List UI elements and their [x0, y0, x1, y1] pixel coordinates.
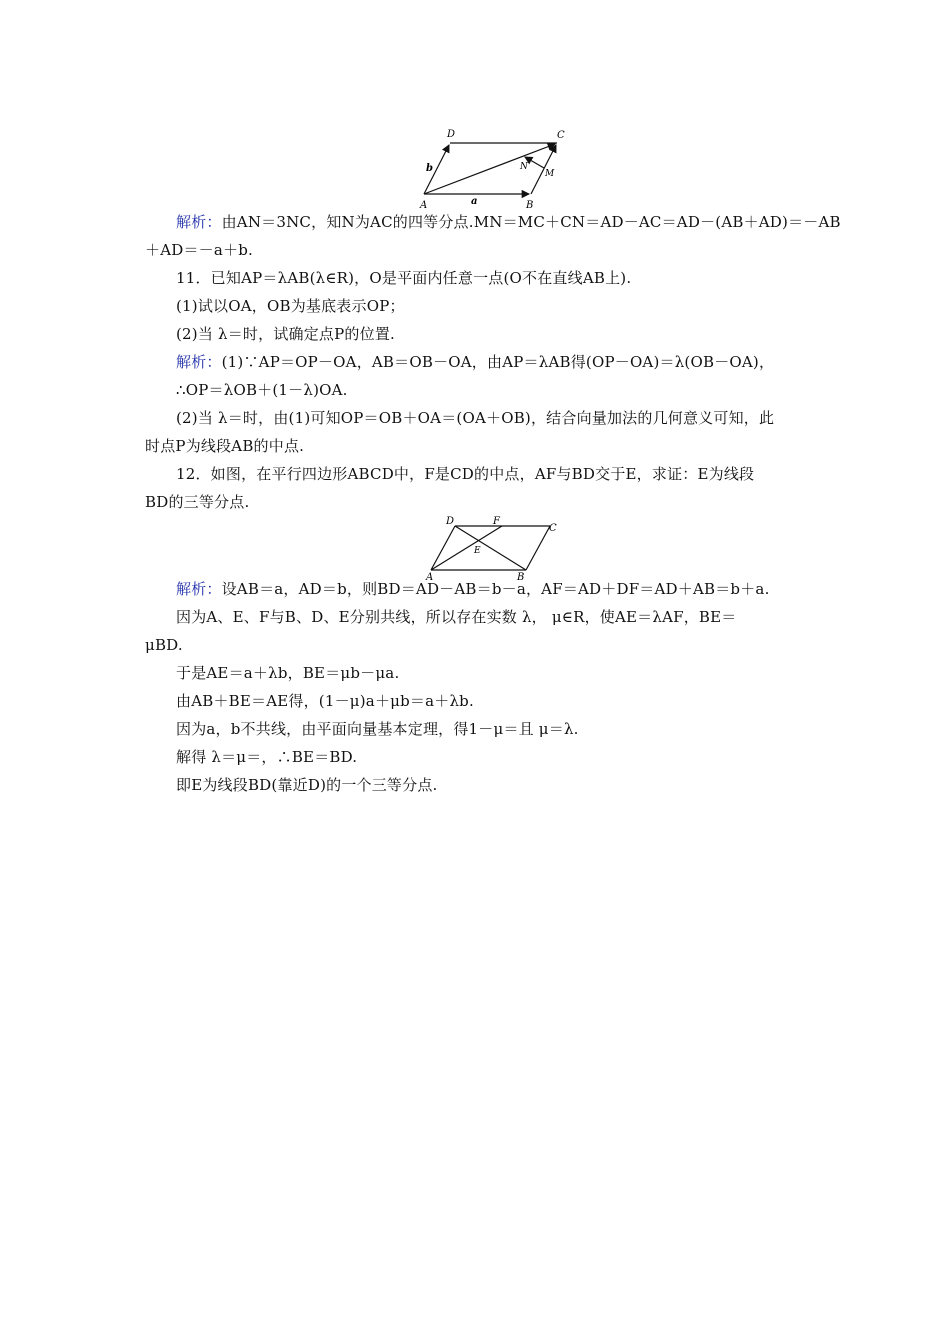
label-M: M	[545, 169, 555, 179]
line-text: μBD.	[145, 636, 183, 654]
label-B: B	[526, 200, 534, 211]
answer-label: 解析：	[176, 353, 222, 371]
line-text: 时点P为线段AB的中点.	[145, 437, 305, 455]
line-text: 因为A、E、F与B、D、E分别共线，所以存在实数 λ， μ∈R，使AE＝λAF，BE＝	[176, 608, 737, 626]
line-text: 由AN＝3NC，知N为AC的四等分点.MN＝MC＋CN＝AD－AC＝AD－(AB＋AD)＝－AB	[221, 213, 841, 231]
text-line-9	[0, 434, 950, 458]
answer-label: 解析：	[176, 580, 222, 598]
text-line-5	[0, 322, 950, 346]
text-line-7	[0, 378, 950, 402]
label-F: F	[493, 516, 500, 527]
text-line-18	[0, 745, 950, 769]
text-line-15	[0, 661, 950, 685]
text-line-2	[0, 238, 950, 262]
problem-12-title: 12．如图，在平行四边形ABCD中，F是CD的中点，AF与BD交于E，求证：E为线段	[176, 465, 755, 483]
line-text: ∴OP＝λOB＋(1－λ)OA.	[176, 381, 348, 399]
label-D: D	[447, 129, 456, 140]
answer-label: 解析：	[176, 213, 222, 231]
text-line-17	[0, 717, 950, 741]
problem-11-title: 11．已知AP＝λAB(λ∈R)，O是平面内任意一点(O不在直线AB上).	[176, 269, 632, 287]
text-line-10	[0, 462, 950, 486]
label-N: N	[520, 162, 528, 172]
label-a: a	[471, 196, 478, 207]
label-A: A	[426, 572, 434, 582]
line-text: 于是AE＝a＋λb，BE＝μb－μa.	[176, 664, 400, 682]
text-line-14	[0, 633, 950, 657]
line-text: 因为a，b不共线，由平面向量基本定理，得1－μ＝且 μ＝λ.	[176, 720, 579, 738]
line-text: BD的三等分点.	[145, 493, 250, 511]
text-line-13	[0, 605, 950, 629]
text-line-16	[0, 689, 950, 713]
text-line-19	[0, 773, 950, 797]
line-text: 由AB＋BE＝AE得，(1－μ)a＋μb＝a＋λb.	[176, 692, 474, 710]
label-C: C	[557, 130, 565, 141]
text-line-11	[0, 490, 950, 514]
line-text: (2)当 λ＝时，由(1)可知OP＝OB＋OA＝(OA＋OB)，结合向量加法的几何意义可知，此	[176, 409, 775, 427]
label-A: A	[420, 200, 428, 211]
line-text: 解得 λ＝μ＝，∴BE＝BD.	[176, 748, 358, 766]
line-text: (1)∵AP＝OP－OA，AB＝OB－OA，由AP＝λAB得(OP－OA)＝λ(OB－OA)，	[221, 353, 775, 371]
text-line-6	[0, 350, 950, 374]
line-text: (1)试以OA，OB为基底表示OP；	[176, 297, 405, 315]
figure-parallelogram-vectors	[410, 125, 570, 211]
figure-parallelogram-diagonals	[420, 514, 565, 582]
segment-AD	[431, 526, 455, 570]
text-line-4	[0, 294, 950, 318]
label-b: b	[426, 163, 433, 174]
text-line-1	[0, 210, 950, 234]
line-text: ＋AD＝－a＋b.	[145, 241, 253, 259]
label-B: B	[517, 572, 525, 582]
text-line-3	[0, 266, 950, 290]
text-line-8	[0, 406, 950, 430]
segment-BC	[526, 526, 550, 570]
line-text: 即E为线段BD(靠近D)的一个三等分点.	[176, 776, 438, 794]
line-text: (2)当 λ＝时，试确定点P的位置.	[176, 325, 395, 343]
label-C: C	[549, 523, 557, 534]
label-E: E	[474, 546, 481, 556]
text-line-12	[0, 577, 950, 601]
line-text: 设AB＝a，AD＝b，则BD＝AD－AB＝b－a，AF＝AD＋DF＝AD＋AB＝b＋a.	[221, 580, 770, 598]
label-D: D	[446, 516, 455, 527]
